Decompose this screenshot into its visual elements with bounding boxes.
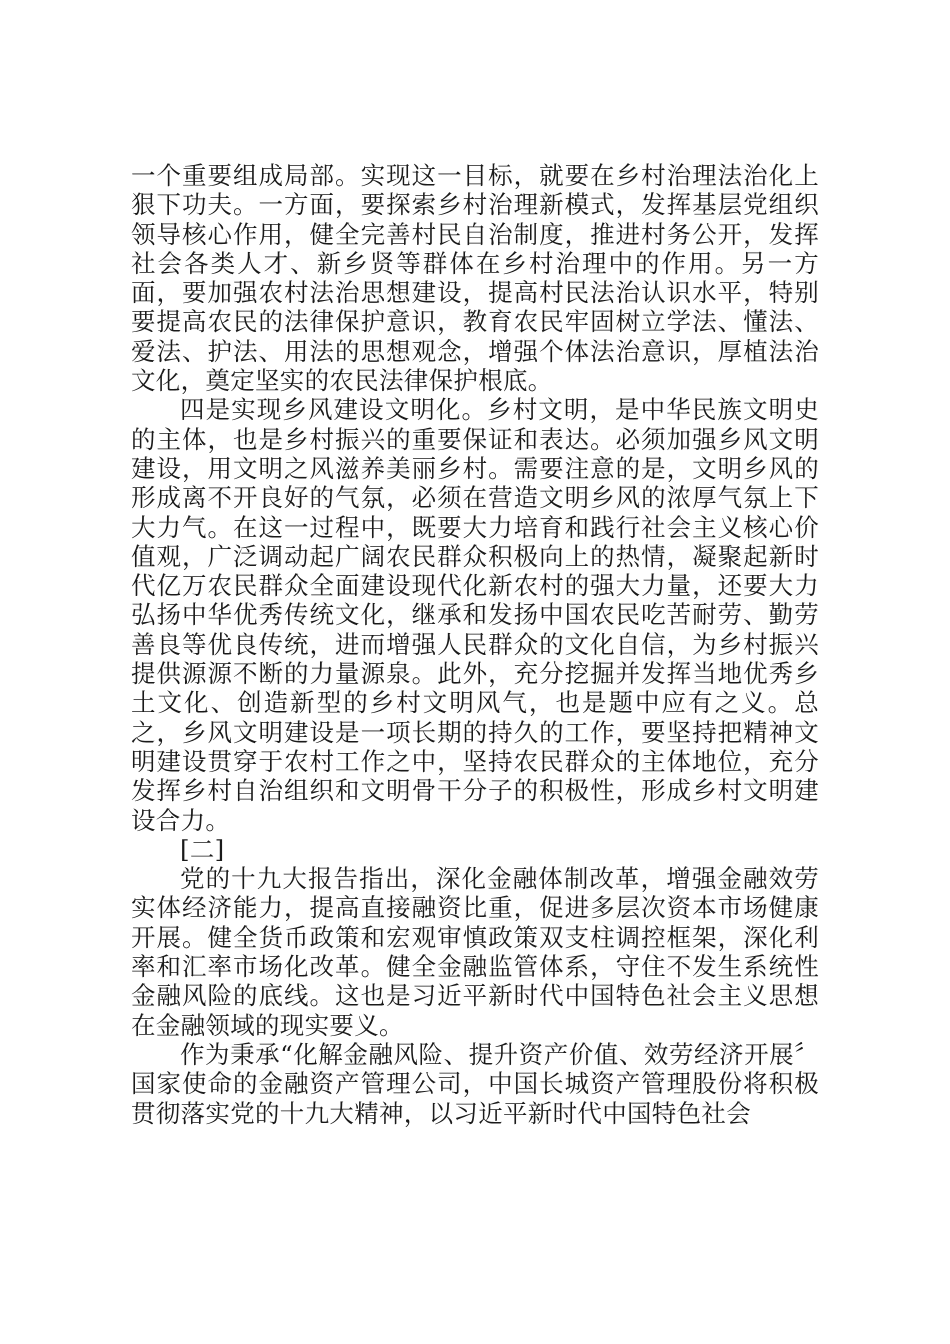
paragraph-rule-of-law: 一个重要组成局部。实现这一目标，就要在乡村治理法治化上狠下功夫。一方面，要探索乡村治理新模式，发挥基层党组织领导核心作用，健全完善村民自治制度，推进村务公开，发挥社会各类人才、新乡贤等群体在乡村治理中的作用。另一方面，要加强农村法治思想建设，提高村民法治认识水平，特别要提高农民的法律保护意识，教育农民牢固树立学法、懂法、爱法、护法、用法的思想观念，增强个体法治意识，厚植法治文化，奠定坚实的农民法律保护根底。 xyxy=(131,161,819,396)
section-marker: [二] xyxy=(180,834,225,864)
document-body xyxy=(131,161,819,1128)
paragraph-asset-management: 作为秉承“化解金融风险、提升资产价值、效劳经济开展〞国家使命的金融资产管理公司，中国长城资产管理股份将积极贯彻落实党的十九大精神，以习近平新时代中国特色社会 xyxy=(131,1039,819,1128)
paragraph-financial-reform: 党的十九大报告指出，深化金融体制改革，增强金融效劳实体经济能力，提高直接融资比重，促进多层次资本市场健康开展。健全货币政策和宏观审慎政策双支柱调控框架，深化利率和汇率市场化改革。健全金融监管体系，守住不发生系统性金融风险的底线。这也是习近平新时代中国特色社会主义思想在金融领域的现实要义。 xyxy=(131,864,819,1040)
paragraph-rural-civilization: 四是实现乡风建设文明化。乡村文明，是中华民族文明史的主体，也是乡村振兴的重要保证和表达。必须加强乡风文明建设，用文明之风滋养美丽乡村。需要注意的是，文明乡风的形成离不开良好的气氛，必须在营造文明乡风的浓厚气氛上下大力气。在这一过程中，既要大力培育和践行社会主义核心价值观，广泛调动起广阔农民群众积极向上的热情，凝聚起新时代亿万农民群众全面建设现代化新农村的强大力量，还要大力弘扬中华优秀传统文化，继承和发扬中国农民吃苦耐劳、勤劳善良等优良传统，进而增强人民群众的文化自信，为乡村振兴提供源源不断的力量源泉。此外，充分挖掘并发挥当地优秀乡土文化、创造新型的乡村文明风气，也是题中应有之义。总之，乡风文明建设是一项长期的持久的工作，要坚持把精神文明建设贯穿于农村工作之中，坚持农民群众的主体地位，充分发挥乡村自治组织和文明骨干分子的积极性，形成乡村文明建设合力。 xyxy=(131,395,819,835)
